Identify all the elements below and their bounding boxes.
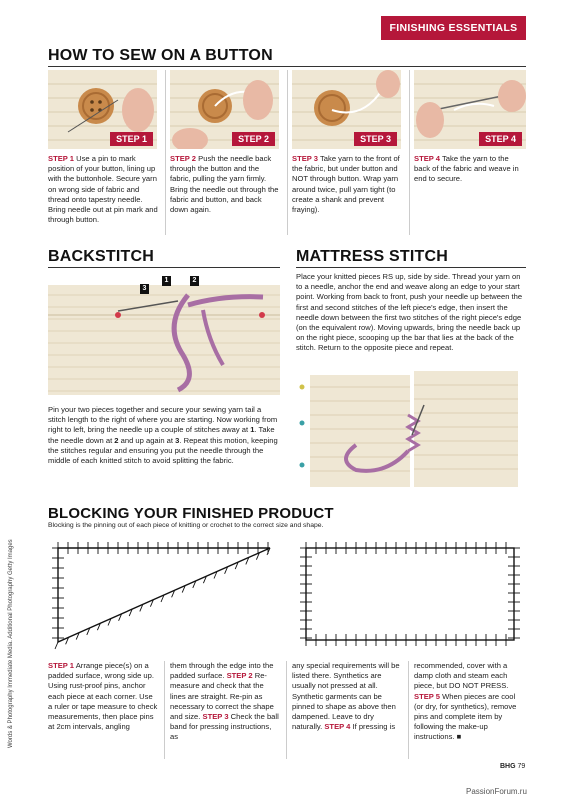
column-divider [165, 70, 166, 235]
title-rule [48, 267, 280, 268]
blocking-title: BLOCKING YOUR FINISHED PRODUCT [48, 505, 334, 522]
marker-1: 1 [162, 276, 171, 286]
column-divider [164, 661, 165, 759]
blocking-rectangle-diagram [294, 534, 526, 652]
triangle-pinned-piece [48, 534, 278, 652]
column-divider [409, 70, 410, 235]
blocking-col3: any special requirements will be listed there. Synthetics are usually not pressed at all. Synthetic garments can be pinned to shape as above then dampened. Leave to dry naturally. STEP 4 If pressing is [292, 661, 400, 732]
column-divider [408, 661, 409, 759]
mattress-text: Place your knitted pieces RS up, side by side. Thread your yarn on to a needle, anchor the end and weave along an edge to your start point. Working from back to front, push your needle up between the first and second stitches of the left piece's edge, then insert the needle down between the first two stitches of the right piece's edge (on the equivalent row). Moving upwards, bring the needle back up on the right piece, scooping up the bar that lies at the back of the stitch. Return to the opposite piece and repeat. [296, 272, 523, 353]
mattress-photo [296, 365, 526, 487]
blocking-col1: STEP 1 Arrange piece(s) on a padded surface, wrong side up. Using rust-proof pins, anchor each piece at each corner. Use a ruler or tape measure to check measurements, then place pins at 2cm intervals, angling [48, 661, 158, 732]
pin-mark [55, 642, 58, 649]
marker-3: 3 [140, 284, 149, 294]
marker-2: 2 [190, 276, 199, 286]
step4-text: STEP 4 Take the yarn to the back of the fabric and weave in end to secure. [414, 154, 519, 184]
backstitch-photo [48, 285, 280, 395]
step1-label: STEP 1 [110, 132, 153, 146]
step3-photo [292, 70, 401, 149]
mattress-title: MATTRESS STITCH [296, 248, 449, 265]
step3-text: STEP 3 Take yarn to the front of the fabric, but under button and NOT through button. Wrap yarn around twice, pull yarn tight (to create a shank and prevent fraying). [292, 154, 400, 215]
blocking-triangle-diagram [48, 534, 278, 652]
backstitch-text: Pin your two pieces together and secure your sewing yarn tail a stitch length to the right of where you are starting. Now working from right to left, bring the needle up a couple of stitches away at 1. Take the needle down at 2 and up again at 3. Repeat this motion, keeping the stitches regular and ensuring you put the needle through the middle of each knitted stitch to avoid splitting the fabric. [48, 405, 278, 466]
step4-photo [414, 70, 526, 149]
step2-label: STEP 2 [232, 132, 275, 146]
step2-photo [170, 70, 279, 149]
step4-label: STEP 4 [479, 132, 522, 146]
column-divider [286, 661, 287, 759]
step2-text: STEP 2 Push the needle back through the button and the fabric, pulling the yarn firmly. Bring the needle out through the fabric and button, and back down again. [170, 154, 279, 215]
rectangle-pinned-piece [294, 534, 526, 652]
blocking-col4: recommended, cover with a damp cloth and steam each piece, but DO NOT PRESS. STEP 5 When pieces are cool (or dry, for synthetics), remove pins and complete item by following the make-up instructions. ■ [414, 661, 517, 742]
blocking-col2: them through the edge into the padded surface. STEP 2 Re-measure and check that the lines are straight. Re-pin as necessary to correct the shape and size. STEP 3 Check the ball band for pressing instructions, as [170, 661, 279, 742]
photo-credits: Words & Photography Immediate Media. Additional Photography Getty Images [8, 539, 14, 748]
step1-photo [48, 70, 157, 149]
mattress-illustration [296, 365, 526, 487]
backstitch-title: BACKSTITCH [48, 248, 154, 265]
button-section-title: HOW TO SEW ON A BUTTON [48, 47, 273, 64]
backstitch-illustration [48, 285, 280, 395]
page-folio: BHG 79 [500, 763, 526, 770]
section-tab: FINISHING ESSENTIALS [381, 16, 526, 40]
watermark: PassionForum.ru [466, 787, 527, 796]
blocking-subtitle: Blocking is the pinning out of each piece of knitting or crochet to the correct size and shape. [48, 522, 324, 529]
step1-text: STEP 1 Use a pin to mark position of your button, lining up with the buttonhole. Secure yarn on wrong side of fabric and thread onto tapestry needle. Bring needle out at pin mark and through button. [48, 154, 158, 225]
title-rule [48, 66, 526, 67]
column-divider [287, 70, 288, 235]
end-mark: ■ [456, 732, 462, 742]
title-rule [296, 267, 526, 268]
step3-label: STEP 3 [354, 132, 397, 146]
